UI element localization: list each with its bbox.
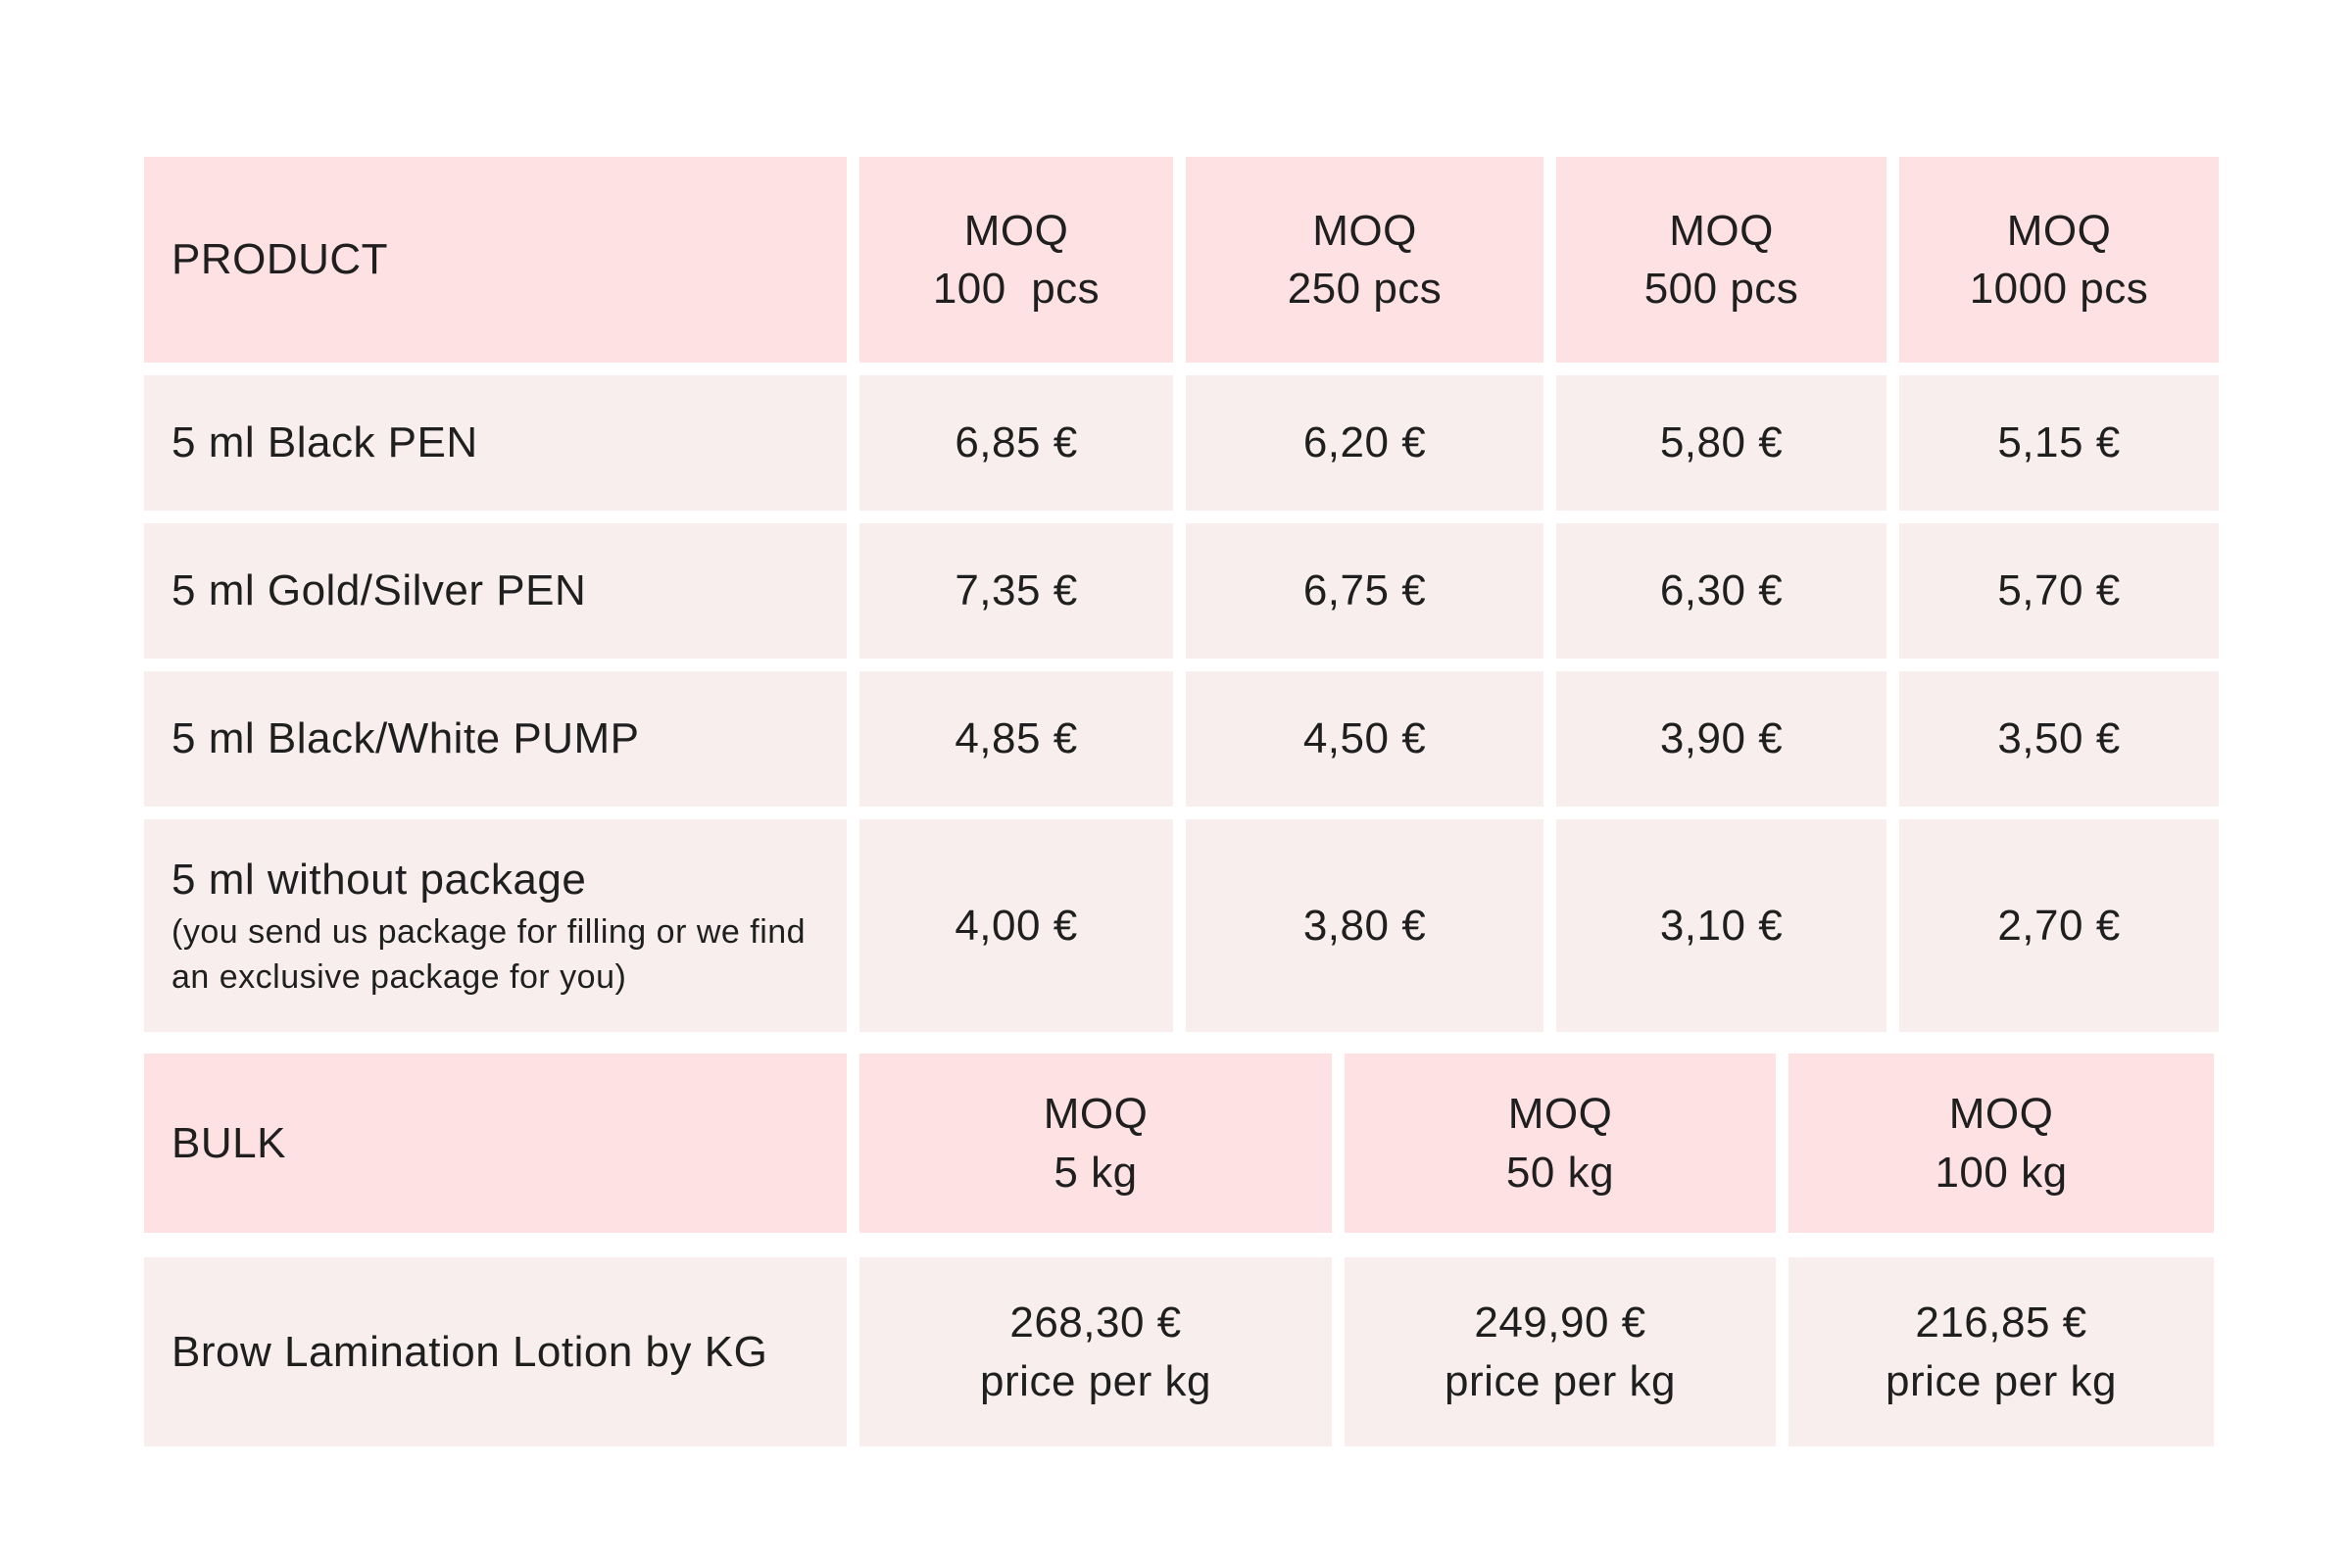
price-cell: 5,15 € (1899, 375, 2219, 511)
header-bulk (144, 1054, 847, 1233)
price-cell: 6,85 € (859, 375, 1173, 511)
product-name-gold-silver-pen (144, 523, 847, 659)
product-price-table (144, 157, 2220, 1032)
moq-quantity: 500 pcs (1643, 265, 1799, 313)
product-name: 5 ml Black/White PUMP (172, 714, 640, 763)
moq-quantity: 50 kg (1505, 1148, 1615, 1197)
moq-label: MOQ (1312, 206, 1417, 255)
bulk-price-unit: price per kg (1445, 1356, 1676, 1405)
price-cell: 6,20 € (1186, 375, 1544, 511)
price-cell: 6,30 € (1556, 523, 1886, 659)
product-name: 5 ml Gold/Silver PEN (172, 566, 587, 615)
bulk-product-name: Brow Lamination Lotion by KG (172, 1327, 768, 1376)
header-moq-100 (859, 157, 1173, 363)
moq-label: MOQ (963, 206, 1069, 255)
price-cell: 3,10 € (1556, 819, 1886, 1032)
product-name-black-white-pump (144, 671, 847, 807)
product-name: 5 ml Black PEN (172, 418, 478, 467)
bulk-price: 268,30 € (1009, 1298, 1182, 1348)
header-moq-5kg (859, 1054, 1332, 1233)
moq-quantity: 100 pcs (932, 265, 1101, 313)
price-cell: 4,50 € (1186, 671, 1544, 807)
price-cell: 6,75 € (1186, 523, 1544, 659)
moq-quantity: 100 kg (1935, 1148, 2068, 1197)
moq-label: MOQ (1669, 206, 1774, 255)
price-cell: 4,85 € (859, 671, 1173, 807)
product-name: 5 ml without package (172, 855, 587, 904)
moq-quantity: 250 pcs (1287, 265, 1443, 313)
bulk-price-unit: price per kg (1886, 1356, 2117, 1405)
bulk-price-table (144, 1054, 2220, 1446)
bulk-product-name-cell (144, 1257, 847, 1446)
price-cell: 7,35 € (859, 523, 1173, 659)
moq-label: MOQ (1507, 1090, 1613, 1139)
moq-label: MOQ (2006, 206, 2112, 255)
product-name-black-pen (144, 375, 847, 511)
price-cell: 3,90 € (1556, 671, 1886, 807)
moq-label: MOQ (1043, 1090, 1149, 1139)
price-cell: 4,00 € (859, 819, 1173, 1032)
price-cell: 5,70 € (1899, 523, 2219, 659)
header-bulk-label: BULK (172, 1118, 286, 1167)
price-cell: 5,80 € (1556, 375, 1886, 511)
header-moq-50kg (1345, 1054, 1776, 1233)
header-product-label: PRODUCT (172, 235, 389, 284)
bulk-price-unit: price per kg (980, 1356, 1211, 1405)
product-name-without-package (144, 819, 847, 1032)
moq-quantity: 5 kg (1054, 1148, 1138, 1197)
moq-label: MOQ (1948, 1090, 2054, 1139)
price-cell: 2,70 € (1899, 819, 2219, 1032)
bulk-price: 216,85 € (1915, 1298, 2087, 1348)
bulk-price-cell (1345, 1257, 1776, 1446)
bulk-price-cell (1788, 1257, 2214, 1446)
bulk-price: 249,90 € (1474, 1298, 1646, 1348)
moq-quantity: 1000 pcs (1969, 265, 2149, 313)
header-product (144, 157, 847, 363)
bulk-price-cell (859, 1257, 1332, 1446)
header-moq-250 (1186, 157, 1544, 363)
price-cell: 3,80 € (1186, 819, 1544, 1032)
header-moq-1000 (1899, 157, 2219, 363)
product-note: (you send us package for filling or we find an exclusive package for you) (172, 913, 807, 997)
price-cell: 3,50 € (1899, 671, 2219, 807)
header-moq-100kg (1788, 1054, 2214, 1233)
header-moq-500 (1556, 157, 1886, 363)
